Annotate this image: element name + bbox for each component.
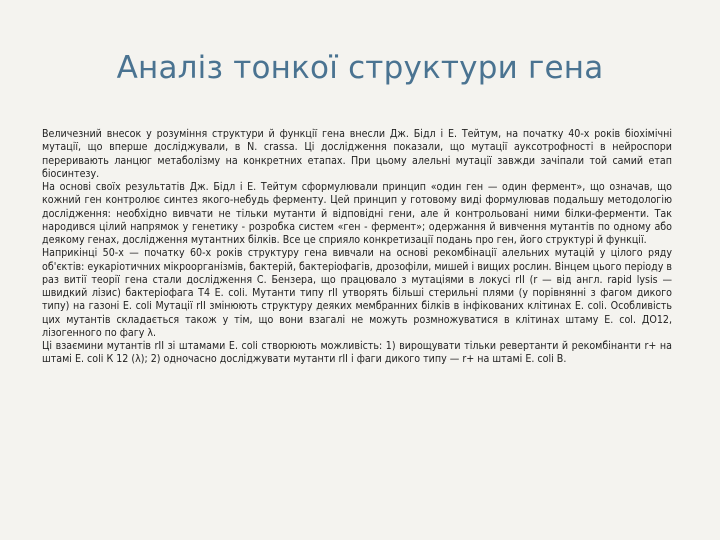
- paragraph-3: Наприкінці 50-х — початку 60-х років структуру гена вивчали на основі рекомбінації алельних мутацій у цілого ряду об'єктів: еукаріотичних мікроорганізмів, бактерій, бактеріофагів, дрозофіли, мишей і вищих рослин. Вінцем цього періоду в раз витії теорії гена стали дослідження С. Бензера, що працювало з мутаціями в локусі rII (r — від англ. rapid lysis — швидкий лізис) бактеріофага Т4 Е. coli. Мутанти типу rII утворять більші стерильні плями (у порівнянні з фагом дикого типу) на газоні Е. coli Мутації rII змінюють структуру деяких мембранних білків в інфікованих клітинах Е. coli. Особливість цих мутантів складається також у тім, що вони взагалі не можуть розмножуватися в клітинах штаму Е. col. ДО12, лізогенного по фагу λ.: [42, 247, 672, 339]
- paragraph-4: Ці взаємини мутантів rII зі штамами Е. coli створюють можливість: 1) вирощувати тільки ревертанти й рекомбінанти r+ на штамі Е. coli К 12 (λ); 2) одночасно досліджувати мутанти rII і фаги дикого типу — r+ на штамі Е. coli В.: [42, 340, 672, 366]
- paragraph-1: Величезний внесок у розуміння структури й функції гена внесли Дж. Бідл і Е. Тейтум, на початку 40-х років біохімічні мутації, що вперше досліджували, в N. crassa. Ці дослідження показали, що мутації ауксотрофності в нейроспори переривають ланцюг метаболізму на конкретних етапах. При цьому алельні мутації завжди зачіпали той самий етап біосинтезу.: [42, 128, 672, 180]
- slide-title: Аналіз тонкої структури гена: [116, 50, 604, 86]
- slide-body: [42, 128, 672, 367]
- paragraph-2: На основі своїх результатів Дж. Бідл і Е. Тейтум сформулювали принцип «один ген — один фермент», що означав, що кожний ген контролює синтез якого-небудь ферменту. Цей принцип у готовому виді формулював подальшу методологію дослідження: необхідно вивчати не тільки мутанти й відповідні гени, але й контрольовані ними білки-ферменти. Так народився цілий напрямок у генетику - розробка систем «ген - фермент»; одержання й вивчення мутантів по одному або деякому генах, дослідження мутантних білків. Все це сприяло конкретизації подань про ген, його структурі й функції.: [42, 181, 672, 246]
